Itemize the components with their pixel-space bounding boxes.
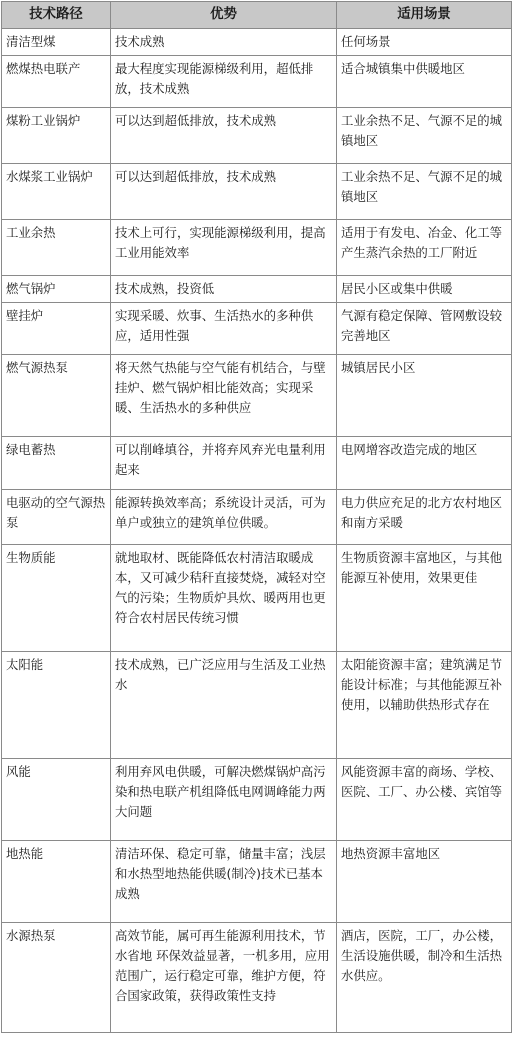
header-advantage: 优势 — [111, 2, 337, 29]
cell-scenario: 地热资源丰富地区 — [337, 841, 512, 923]
table-row — [2, 220, 512, 276]
heating-technology-table — [1, 1, 512, 1033]
cell-advantage: 技术成熟，投资低 — [111, 276, 337, 303]
cell-tech-path: 燃气锅炉 — [2, 276, 111, 303]
header-scenario: 适用场景 — [337, 2, 512, 29]
table-row — [2, 759, 512, 841]
table-row — [2, 841, 512, 923]
cell-tech-path: 风能 — [2, 759, 111, 841]
cell-tech-path: 水源热泵 — [2, 923, 111, 1033]
table-row — [2, 355, 512, 437]
cell-advantage: 实现采暖、炊事、生活热水的多种供应，适用性强 — [111, 303, 337, 355]
cell-scenario: 风能资源丰富的商场、学校、医院、工厂、办公楼、宾馆等 — [337, 759, 512, 841]
cell-scenario: 气源有稳定保障、管网敷设较完善地区 — [337, 303, 512, 355]
table-row — [2, 276, 512, 303]
cell-scenario: 酒店，医院，工厂，办公楼，生活设施供暖，制冷和生活热水供应。 — [337, 923, 512, 1033]
table-row — [2, 490, 512, 545]
table-row — [2, 303, 512, 355]
cell-advantage: 清洁环保、稳定可靠，储量丰富；浅层和水热型地热能供暖(制冷)技术已基本成熟 — [111, 841, 337, 923]
cell-scenario: 任何场景 — [337, 29, 512, 56]
cell-scenario: 电力供应充足的北方农村地区和南方采暖 — [337, 490, 512, 545]
cell-advantage: 利用弃风电供暖，可解决燃煤锅炉高污染和热电联产机组降低电网调峰能力两大问题 — [111, 759, 337, 841]
cell-scenario: 适合城镇集中供暖地区 — [337, 56, 512, 108]
table-row — [2, 29, 512, 56]
cell-advantage: 高效节能，属可再生能源利用技术，节水省地 环保效益显著，一机多用，应用范围广，运行稳定可靠，维护方便，符合国家政策，获得政策性支持 — [111, 923, 337, 1033]
table-row — [2, 56, 512, 108]
cell-tech-path: 电驱动的空气源热泵 — [2, 490, 111, 545]
cell-scenario: 居民小区或集中供暖 — [337, 276, 512, 303]
cell-tech-path: 地热能 — [2, 841, 111, 923]
table-row — [2, 108, 512, 164]
cell-tech-path: 清洁型煤 — [2, 29, 111, 56]
table-row — [2, 923, 512, 1033]
cell-tech-path: 煤粉工业锅炉 — [2, 108, 111, 164]
cell-advantage: 技术成熟 — [111, 29, 337, 56]
cell-tech-path: 壁挂炉 — [2, 303, 111, 355]
cell-advantage: 最大程度实现能源梯级利用，超低排放，技术成熟 — [111, 56, 337, 108]
cell-scenario: 适用于有发电、冶金、化工等产生蒸汽余热的工厂附近 — [337, 220, 512, 276]
table-row — [2, 437, 512, 490]
header-row — [2, 2, 512, 29]
table-body — [2, 29, 512, 1033]
cell-scenario: 太阳能资源丰富；建筑满足节能设计标准；与其他能源互补使用，以辅助供热形式存在 — [337, 652, 512, 759]
table-row — [2, 545, 512, 652]
cell-scenario: 城镇居民小区 — [337, 355, 512, 437]
cell-tech-path: 生物质能 — [2, 545, 111, 652]
cell-scenario: 工业余热不足、气源不足的城镇地区 — [337, 108, 512, 164]
header-tech-path: 技术路径 — [2, 2, 111, 29]
table-row — [2, 164, 512, 220]
cell-scenario: 工业余热不足、气源不足的城镇地区 — [337, 164, 512, 220]
cell-advantage: 可以削峰填谷，并将弃风弃光电量利用起来 — [111, 437, 337, 490]
cell-tech-path: 水煤浆工业锅炉 — [2, 164, 111, 220]
cell-advantage: 能源转换效率高；系统设计灵活，可为单户或独立的建筑单位供暖。 — [111, 490, 337, 545]
cell-tech-path: 燃气源热泵 — [2, 355, 111, 437]
cell-advantage: 可以达到超低排放，技术成熟 — [111, 164, 337, 220]
cell-scenario: 生物质资源丰富地区，与其他能源互补使用，效果更佳 — [337, 545, 512, 652]
cell-advantage: 可以达到超低排放，技术成熟 — [111, 108, 337, 164]
table-row — [2, 652, 512, 759]
cell-advantage: 技术上可行，实现能源梯级利用，提高工业用能效率 — [111, 220, 337, 276]
cell-advantage: 技术成熟，已广泛应用与生活及工业热水 — [111, 652, 337, 759]
cell-tech-path: 燃煤热电联产 — [2, 56, 111, 108]
cell-tech-path: 太阳能 — [2, 652, 111, 759]
cell-scenario: 电网增容改造完成的地区 — [337, 437, 512, 490]
cell-advantage: 就地取材、既能降低农村清洁取暖成本，又可减少秸秆直接焚烧，减轻对空气的污染；生物质炉具炊、暖两用也更符合农村居民传统习惯 — [111, 545, 337, 652]
cell-advantage: 将天然气热能与空气能有机结合，与壁挂炉、燃气锅炉相比能效高；实现采暖、生活热水的多种供应 — [111, 355, 337, 437]
cell-tech-path: 绿电蓄热 — [2, 437, 111, 490]
cell-tech-path: 工业余热 — [2, 220, 111, 276]
table-header — [2, 2, 512, 29]
